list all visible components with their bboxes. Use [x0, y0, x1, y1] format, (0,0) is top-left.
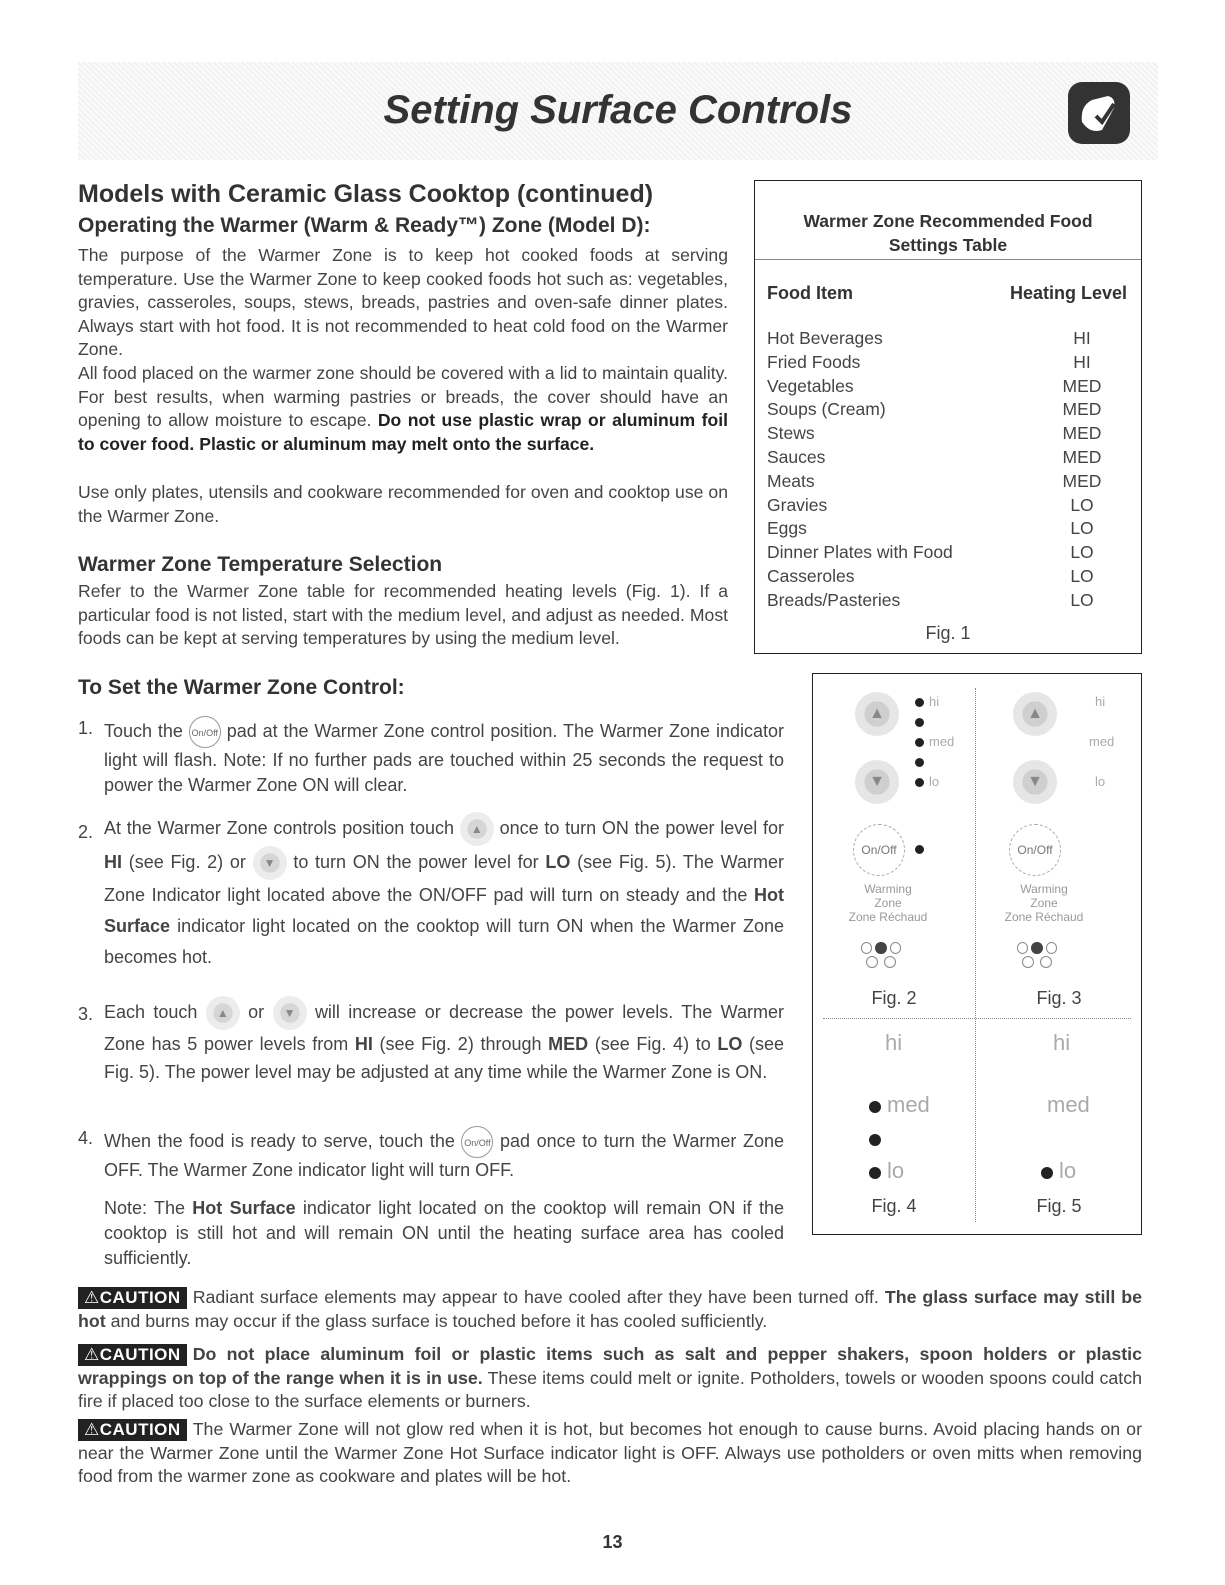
fig2-down-pad: ▼ — [855, 760, 899, 804]
step-emphasis: MED — [548, 1034, 589, 1054]
step-number: 2. — [78, 822, 94, 842]
heating-level: LO — [1070, 518, 1094, 539]
step-text: Note: The — [104, 1198, 185, 1218]
food-item: Breads/Pasteries — [767, 589, 901, 610]
step-emphasis: Hot Surface — [192, 1198, 296, 1218]
zone-label-line: Zone Réchaud — [1004, 910, 1084, 924]
table-title-line2: Settings Table — [888, 235, 1008, 255]
fig2-med-label: med — [929, 734, 955, 749]
heating-level: HI — [1073, 328, 1091, 348]
up-pad-icon: ▲ — [206, 996, 240, 1030]
food-item: Gravies — [767, 494, 828, 515]
step-text: or — [248, 1001, 265, 1022]
step-1 — [104, 716, 784, 798]
zone-label-line: Warming — [1020, 882, 1068, 896]
onoff-pad-icon: On/Off — [189, 716, 221, 748]
onoff-pad-icon: On/Off — [461, 1126, 493, 1158]
caution-badge: ⚠CAUTION — [78, 1419, 187, 1441]
heating-level: MED — [1062, 399, 1102, 420]
figure-divider-vertical — [975, 688, 976, 1222]
heating-level: LO — [1070, 542, 1094, 563]
step-emphasis: LO — [717, 1034, 743, 1054]
step-emphasis: HI — [354, 1034, 373, 1054]
step-text: (see Fig. 5). The Warmer Zone Indicator light located above the ON/OFF pad will turn on steady and the — [104, 851, 784, 905]
temperature-paragraph: Refer to the Warmer Zone table for recommended heating levels (Fig. 1). If a particular food is not listed, start with the medium level, and adjust as needed. Most foods can be kept at serving temperatures by using the medium level. — [78, 581, 728, 649]
fig5-lo-light — [1041, 1167, 1053, 1179]
step-text: At the Warmer Zone controls position touch — [104, 817, 455, 838]
step-text: (see Fig. 5). The power level may be adjusted at any time while the Warmer Zone is ON. — [104, 1034, 784, 1082]
caution-1 — [78, 1286, 1142, 1333]
table-row — [767, 422, 1127, 446]
fig2-light — [915, 758, 924, 767]
up-pad-icon: ▲ — [460, 812, 494, 846]
fig3-down-pad: ▼ — [1013, 760, 1057, 804]
caution-3 — [78, 1418, 1142, 1489]
table-row — [767, 351, 1127, 375]
fig3-zone-label — [979, 882, 1109, 924]
table-row — [767, 446, 1127, 470]
figure-divider-horizontal — [823, 1018, 1131, 1019]
food-item: Casseroles — [767, 565, 855, 586]
food-item: Meats — [767, 470, 815, 491]
fig2-lo-label: lo — [929, 774, 940, 789]
fig1-caption: Fig. 1 — [925, 623, 971, 643]
fig2-onoff-pad: On/Off — [853, 824, 905, 876]
table-row — [767, 327, 1127, 351]
step-4 — [104, 1126, 784, 1183]
step-text: (see Fig. 4) to — [594, 1034, 711, 1054]
step-number: 3. — [78, 1004, 94, 1024]
table-row — [767, 541, 1127, 565]
table-row — [767, 470, 1127, 494]
food-item: Dinner Plates with Food — [767, 542, 953, 563]
fig2-zone-light — [915, 845, 924, 854]
step-text: to turn ON the power level for — [293, 851, 539, 872]
food-item: Soups (Cream) — [767, 399, 886, 420]
table-title-line1: Warmer Zone Recommended Food — [803, 211, 1093, 231]
zone-label-line: Warming — [864, 882, 912, 896]
fig2-zone-label — [823, 882, 953, 924]
table-row — [767, 375, 1127, 399]
hand-cooking-icon — [1068, 82, 1130, 144]
column-header-food: Food Item — [767, 283, 853, 303]
food-item: Sauces — [767, 446, 826, 467]
table-row — [767, 565, 1127, 589]
step-2 — [104, 812, 784, 973]
step-emphasis: HI — [104, 851, 122, 872]
operating-paragraph-1: The purpose of the Warmer Zone is to keep hot cooked foods at serving temperature. Use the Warmer Zone to keep cooked foods hot such as: vegetables, gravies, casseroles, soups, stews, breads, pastries and oven-safe dinner plates. Always start with hot food. It is not recommended to heat cold food on the Warmer Zone. — [78, 245, 728, 360]
step-text: Touch the — [104, 720, 183, 741]
fig2-burner-diagram — [861, 942, 901, 968]
step-text: will increase or decrease the power levels. The Warmer Zone has 5 power levels from — [104, 1001, 784, 1054]
header-banner — [78, 62, 1158, 160]
heating-level: LO — [1070, 494, 1094, 515]
step-text: once to turn ON the power level for — [499, 817, 784, 838]
fig2-lo-light — [915, 778, 924, 787]
caution-badge: ⚠CAUTION — [78, 1344, 187, 1366]
step-emphasis: Hot Surface — [104, 885, 784, 936]
down-pad-icon: ▼ — [253, 846, 287, 880]
down-pad-icon: ▼ — [273, 996, 307, 1030]
heating-level: LO — [1070, 589, 1094, 610]
column-header-level: Heating Level — [1009, 283, 1127, 303]
zone-label-line: Zone — [874, 896, 902, 910]
step-3 — [104, 996, 784, 1086]
page-title: Setting Surface Controls — [383, 88, 853, 132]
fig5-caption: Fig. 5 — [1036, 1196, 1082, 1216]
fig2-hi-label: hi — [929, 694, 940, 709]
set-control-heading: To Set the Warmer Zone Control: — [78, 676, 405, 699]
fig4-med-label: med — [887, 1092, 930, 1117]
caution-emphasis: Do not place aluminum foil or plastic items such as salt and pepper shakers, spoon holders or plastic wrappings on top of the range when it is in use. — [78, 1344, 1142, 1388]
page-number: 13 — [602, 1532, 623, 1552]
step-text: pad at the Warmer Zone control position. The Warmer Zone indicator light will flash. Note: If no further pads are touched within 25 seconds the request to power the Warmer Zone ON will clear. — [104, 720, 784, 795]
fig5-hi-label: hi — [1053, 1030, 1071, 1055]
fig4-lo-label: lo — [887, 1158, 905, 1183]
control-figures — [812, 673, 1142, 1235]
step-text: indicator light located on the cooktop will remain ON if the cooktop is still hot and will remain ON until the heating surface area has cooled sufficiently. — [104, 1198, 784, 1268]
operating-p2-text: All food placed on the warmer zone should be covered with a lid to maintain quality. For best results, when warming pastries or breads, the cover should have an opening to allow moisture to escape. — [78, 363, 728, 431]
fig3-up-pad: ▲ — [1013, 692, 1057, 736]
caution-text: The Warmer Zone will not glow red when it is hot, but becomes hot enough to cause burns. Avoid placing hands on or near the Warmer Zone until the Warmer Zone Hot Surface indicator light is OFF. Always use potholders or oven mitts when removing food from the warmer zone as cookware and plates will be hot. — [78, 1419, 1142, 1487]
fig3-burner-diagram — [1017, 942, 1057, 968]
caution-2 — [78, 1343, 1142, 1414]
heating-level: MED — [1062, 375, 1102, 396]
fig3-onoff-pad: On/Off — [1009, 824, 1061, 876]
zone-label-line: Zone Réchaud — [848, 910, 928, 924]
fig2-light — [915, 718, 924, 727]
food-item: Vegetables — [767, 375, 854, 396]
table-row — [767, 494, 1127, 518]
step-4-note — [104, 1196, 784, 1271]
fig2-caption: Fig. 2 — [871, 988, 917, 1008]
fig4-lo-light — [869, 1167, 881, 1179]
food-item: Eggs — [767, 518, 807, 539]
table-row — [767, 398, 1127, 422]
zone-label-line: Zone — [1030, 896, 1058, 910]
step-text: indicator light located on the cooktop will turn ON when the Warmer Zone becomes hot. — [104, 916, 784, 967]
warmer-zone-settings-table — [754, 180, 1142, 654]
step-text: Each touch — [104, 1001, 198, 1022]
fig2-up-pad: ▲ — [855, 692, 899, 736]
operating-heading: Operating the Warmer (Warm & Ready™) Zone (Model D): — [78, 214, 651, 237]
step-text: pad once to turn the Warmer Zone OFF. The Warmer Zone indicator light will turn OFF. — [104, 1130, 784, 1180]
step-number: 1. — [78, 718, 94, 738]
caution-text: Radiant surface elements may appear to have cooled after they have been turned off. — [192, 1287, 879, 1307]
table-body — [767, 327, 1127, 613]
step-text: (see Fig. 2) or — [128, 851, 246, 872]
operating-p2-warning: Do not use plastic wrap or aluminum foil to cover food. Plastic or aluminum may melt onto the surface. — [78, 410, 728, 454]
food-item: Fried Foods — [767, 351, 861, 372]
food-item: Stews — [767, 423, 815, 444]
section-title: Models with Ceramic Glass Cooktop (continued) — [78, 180, 654, 208]
caution-text: These items could melt or ignite. Potholders, towels or wooden spoons could catch fire if placed too close to the surface elements or burners. — [78, 1367, 1143, 1412]
fig5-med-label: med — [1047, 1092, 1090, 1117]
fig3-med-label: med — [1089, 734, 1115, 749]
heating-level: MED — [1062, 470, 1102, 491]
caution-text: and burns may occur if the glass surface is touched before it has cooled sufficiently. — [110, 1310, 768, 1331]
heating-level: MED — [1062, 423, 1102, 444]
step-number: 4. — [78, 1128, 94, 1148]
fig4-med-light — [869, 1101, 881, 1113]
fig4-hi-label: hi — [885, 1030, 903, 1055]
table-title — [755, 209, 1141, 257]
operating-paragraph-2 — [78, 362, 728, 456]
step-text: When the food is ready to serve, touch the — [104, 1130, 455, 1151]
heating-level: LO — [1070, 565, 1094, 586]
table-row — [767, 517, 1127, 541]
table-divider — [755, 259, 1141, 260]
fig2-med-light — [915, 738, 924, 747]
step-emphasis: LO — [545, 851, 571, 872]
step-text: (see Fig. 2) through — [379, 1034, 542, 1054]
heating-level: MED — [1062, 446, 1102, 467]
operating-paragraph-3: Use only plates, utensils and cookware recommended for oven and cooktop use on the Warmer Zone. — [78, 482, 728, 526]
fig4-light — [869, 1134, 881, 1146]
fig4-caption: Fig. 4 — [871, 1196, 917, 1216]
food-item: Hot Beverages — [767, 328, 883, 348]
caution-badge: ⚠CAUTION — [78, 1287, 187, 1309]
temperature-heading: Warmer Zone Temperature Selection — [78, 553, 443, 576]
fig5-lo-label: lo — [1059, 1158, 1077, 1183]
table-row — [767, 589, 1127, 613]
fig2-hi-light — [915, 698, 924, 707]
fig3-hi-label: hi — [1095, 694, 1106, 709]
heating-level: HI — [1073, 351, 1091, 372]
caution-emphasis: The glass surface may still be hot — [78, 1287, 1142, 1331]
fig3-lo-label: lo — [1095, 774, 1106, 789]
fig3-caption: Fig. 3 — [1036, 988, 1082, 1008]
